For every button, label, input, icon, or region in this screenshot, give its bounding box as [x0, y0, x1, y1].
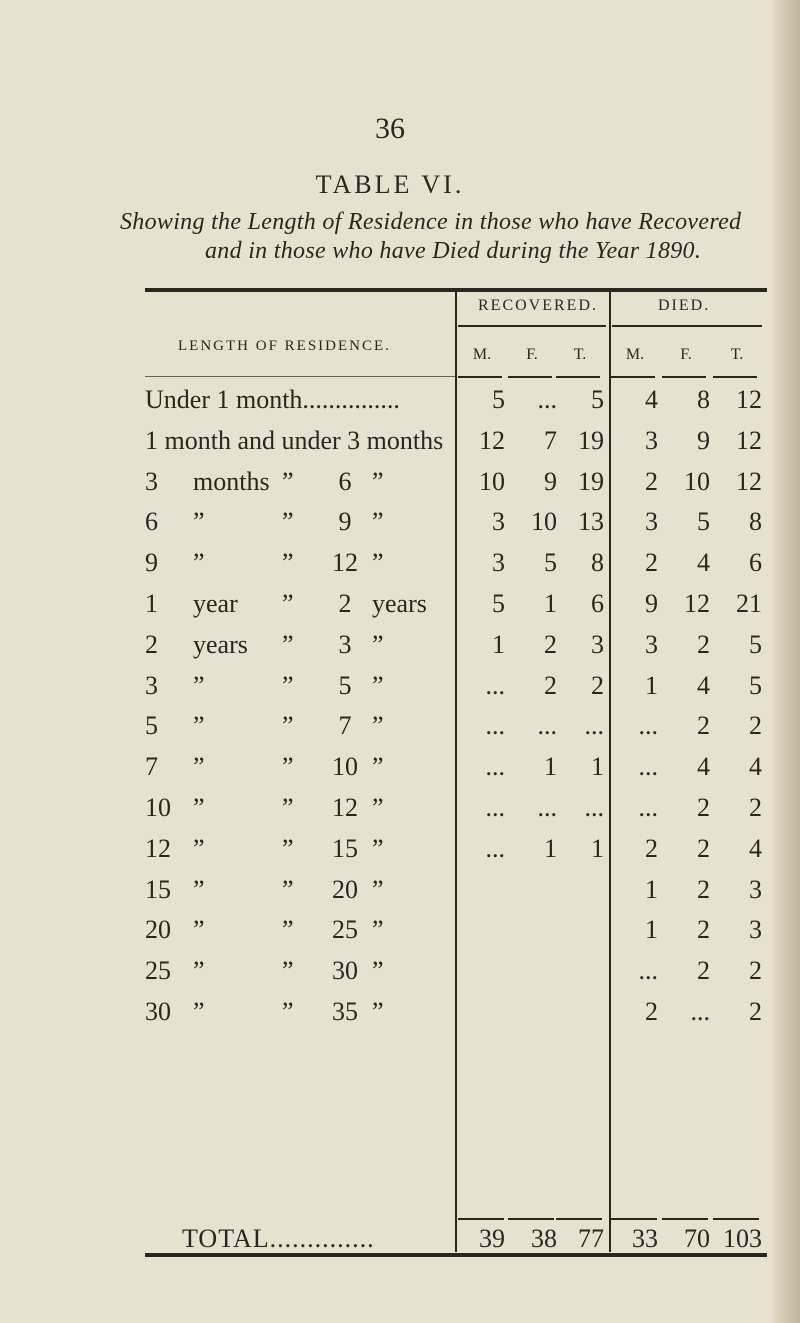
cell-recovered-t: 5 [591, 385, 604, 414]
cell-died-m: ... [638, 793, 658, 822]
range-to-unit: ” [372, 507, 384, 537]
range-from: 30 [145, 997, 171, 1026]
range-from-unit: year [193, 589, 238, 618]
range-ditto: ” [282, 589, 294, 618]
cell-died-f: 2 [697, 915, 710, 945]
cell-recovered-t: 3 [591, 629, 604, 659]
cell-died-t: 5 [749, 629, 762, 659]
cell-died-t: 5 [749, 670, 762, 700]
cell-died-f: 2 [697, 793, 710, 822]
range-to: 2 [338, 589, 352, 618]
range-to: 20 [332, 874, 358, 904]
range-ditto: ” [282, 874, 294, 904]
range-from: 10 [145, 793, 171, 822]
range-ditto: ” [282, 752, 294, 782]
cell-recovered-f: ... [537, 711, 557, 741]
subheader-recovered-m: M. [472, 346, 492, 363]
subheader-rule [508, 376, 552, 378]
cell-died-t: 21 [736, 589, 762, 618]
range-to: 25 [332, 915, 358, 945]
range-to: 9 [338, 507, 352, 537]
range-ditto: ” [282, 466, 294, 496]
cell-died-f: 10 [684, 466, 710, 496]
cell-recovered-m: ... [485, 793, 505, 822]
cell-recovered-t: 19 [578, 425, 604, 455]
total-label: TOTAL.............. [182, 1224, 375, 1253]
range-to-unit: years [372, 589, 427, 618]
cell-recovered-t: ... [584, 793, 604, 822]
died-header-rule [612, 325, 762, 327]
cell-recovered-m: ... [485, 711, 505, 741]
cell-recovered-m: ... [485, 833, 505, 863]
range-to-unit: ” [372, 793, 384, 822]
recovered-header-rule [458, 325, 606, 327]
cell-died-m: 2 [645, 833, 658, 863]
cell-died-m: 2 [645, 548, 658, 578]
cell-died-f: 12 [684, 589, 710, 618]
cell-died-m: 2 [645, 466, 658, 496]
range-from: 25 [145, 956, 171, 986]
cell-died-t: 2 [749, 711, 762, 741]
subheader-recovered-t: T. [573, 346, 587, 363]
range-from: 6 [145, 507, 158, 537]
recovered-header: RECOVERED. [478, 297, 598, 314]
range-to-unit: ” [372, 752, 384, 782]
table-row [0, 507, 800, 549]
range-to-unit: ” [372, 670, 384, 700]
range-from-unit: ” [193, 711, 205, 741]
cell-recovered-m: ... [485, 670, 505, 700]
table-row [0, 793, 800, 835]
cell-died-m: ... [638, 956, 658, 986]
cell-died-f: 5 [697, 507, 710, 537]
cell-died-t: 6 [749, 548, 762, 578]
range-to-unit: ” [372, 629, 384, 659]
range-ditto: ” [282, 915, 294, 945]
range-ditto: ” [282, 670, 294, 700]
length-of-residence-header: LENGTH OF RESIDENCE. [178, 338, 391, 354]
cell-died-t: 12 [736, 425, 762, 455]
range-from-unit: ” [193, 874, 205, 904]
cell-died-m: 2 [645, 997, 658, 1026]
cell-recovered-f: 1 [544, 833, 557, 863]
range-from-unit: ” [193, 956, 205, 986]
cell-recovered-f: 1 [544, 589, 557, 618]
table-row [0, 589, 800, 631]
cell-died-t: 4 [749, 752, 762, 782]
cell-recovered-f: ... [537, 793, 557, 822]
range-ditto: ” [282, 956, 294, 986]
cell-died-t: 3 [749, 874, 762, 904]
total-rule [713, 1218, 759, 1220]
range-from-unit: ” [193, 833, 205, 863]
table-title: TABLE VI. [315, 170, 465, 199]
range-from: 7 [145, 752, 158, 782]
range-from: 3 [145, 466, 158, 496]
cell-died-f: 2 [697, 833, 710, 863]
range-from-unit: ” [193, 793, 205, 822]
cell-died-t: 2 [749, 997, 762, 1026]
cell-died-t: 2 [749, 956, 762, 986]
range-ditto: ” [282, 507, 294, 537]
subheader-died-t: T. [730, 346, 744, 363]
table-row [0, 630, 800, 672]
range-from-unit: ” [193, 915, 205, 945]
range-to-unit: ” [372, 956, 384, 986]
cell-died-t: 3 [749, 915, 762, 945]
cell-died-t: 12 [736, 385, 762, 414]
cell-recovered-f: ... [537, 385, 557, 414]
range-to: 10 [332, 752, 358, 782]
length-header-rule [145, 376, 455, 377]
subheader-rule [611, 376, 655, 378]
cell-died-m: 3 [645, 507, 658, 537]
range-from: 5 [145, 711, 158, 741]
table-row [0, 385, 800, 427]
total-rule [556, 1218, 602, 1220]
cell-recovered-m: 3 [492, 507, 505, 537]
table-row [0, 915, 800, 957]
cell-died-f: 9 [697, 425, 710, 455]
range-to-unit: ” [372, 915, 384, 945]
range-ditto: ” [282, 833, 294, 863]
range-from-unit: ” [193, 507, 205, 537]
cell-recovered-m: 10 [479, 466, 505, 496]
range-to-unit: ” [372, 466, 384, 496]
total-recovered-f: 38 [531, 1224, 557, 1253]
row-label: 1 month and under 3 months [145, 425, 444, 455]
cell-died-m: 1 [645, 915, 658, 945]
range-ditto: ” [282, 629, 294, 659]
cell-died-m: 3 [645, 425, 658, 455]
total-recovered-t: 77 [578, 1224, 604, 1253]
table-row [0, 671, 800, 713]
cell-recovered-f: 5 [544, 548, 557, 578]
cell-recovered-f: 2 [544, 670, 557, 700]
range-from: 1 [145, 589, 158, 618]
subheader-died-m: M. [625, 346, 645, 363]
total-rule [662, 1218, 708, 1220]
table-row [0, 834, 800, 876]
range-ditto: ” [282, 793, 294, 822]
range-from: 12 [145, 833, 171, 863]
range-from-unit: ” [193, 997, 205, 1026]
cell-recovered-t: ... [584, 711, 604, 741]
total-rule [508, 1218, 554, 1220]
range-from: 3 [145, 670, 158, 700]
table-row [0, 752, 800, 794]
table-row [0, 997, 800, 1039]
cell-died-f: 8 [697, 385, 710, 414]
cell-recovered-t: 1 [591, 833, 604, 863]
cell-recovered-m: 1 [492, 629, 505, 659]
range-to: 15 [332, 833, 358, 863]
range-to-unit: ” [372, 833, 384, 863]
cell-recovered-t: 1 [591, 752, 604, 782]
cell-recovered-t: 2 [591, 670, 604, 700]
cell-died-m: 9 [645, 589, 658, 618]
cell-died-t: 8 [749, 507, 762, 537]
row-label: Under 1 month............... [145, 385, 400, 414]
cell-recovered-m: 12 [479, 425, 505, 455]
cell-died-m: ... [638, 711, 658, 741]
table-caption-line2: and in those who have Died during the Year 1890. [205, 238, 702, 264]
table-row [0, 426, 800, 468]
cell-died-t: 4 [749, 833, 762, 863]
cell-died-m: 1 [645, 670, 658, 700]
range-ditto: ” [282, 997, 294, 1026]
cell-died-f: 2 [697, 629, 710, 659]
cell-recovered-t: 13 [578, 507, 604, 537]
cell-died-f: 4 [697, 548, 710, 578]
cell-died-t: 12 [736, 466, 762, 496]
cell-died-t: 2 [749, 793, 762, 822]
cell-recovered-m: 5 [492, 385, 505, 414]
subheader-rule [662, 376, 706, 378]
range-to-unit: ” [372, 874, 384, 904]
table-caption-line1: Showing the Length of Residence in those who have Recovered [120, 209, 742, 235]
range-to: 6 [338, 466, 352, 496]
range-to-unit: ” [372, 711, 384, 741]
cell-recovered-f: 1 [544, 752, 557, 782]
range-ditto: ” [282, 711, 294, 741]
range-ditto: ” [282, 548, 294, 578]
cell-recovered-f: 7 [544, 425, 557, 455]
cell-recovered-t: 6 [591, 589, 604, 618]
range-to-unit: ” [372, 997, 384, 1026]
range-to: 3 [338, 629, 352, 659]
total-rule [458, 1218, 504, 1220]
subheader-rule [556, 376, 600, 378]
total-died-t: 103 [723, 1224, 762, 1253]
table-row [0, 548, 800, 590]
total-row [0, 1224, 800, 1266]
total-died-m: 33 [632, 1224, 658, 1253]
table-row [0, 467, 800, 509]
cell-recovered-f: 10 [531, 507, 557, 537]
subheader-recovered-f: F. [526, 346, 538, 363]
cell-recovered-m: ... [485, 752, 505, 782]
cell-died-f: 2 [697, 956, 710, 986]
cell-died-f: 2 [697, 874, 710, 904]
total-recovered-m: 39 [479, 1224, 505, 1253]
subheader-died-f: F. [680, 346, 692, 363]
range-to: 7 [338, 711, 352, 741]
range-to: 35 [332, 997, 358, 1026]
range-from: 20 [145, 915, 171, 945]
bottom-rule [145, 1253, 767, 1257]
page-number: 36 [375, 112, 405, 145]
cell-died-m: ... [638, 752, 658, 782]
range-from-unit: ” [193, 548, 205, 578]
range-from: 15 [145, 874, 171, 904]
range-to: 5 [338, 670, 352, 700]
total-rule [611, 1218, 657, 1220]
cell-recovered-t: 19 [578, 466, 604, 496]
cell-died-m: 4 [645, 385, 658, 414]
died-header: DIED. [658, 297, 711, 314]
cell-recovered-f: 9 [544, 466, 557, 496]
range-to-unit: ” [372, 548, 384, 578]
range-from-unit: ” [193, 670, 205, 700]
range-to: 30 [332, 956, 358, 986]
cell-died-m: 1 [645, 874, 658, 904]
subheader-rule [713, 376, 757, 378]
range-from: 2 [145, 629, 158, 659]
table-row [0, 956, 800, 998]
cell-recovered-m: 5 [492, 589, 505, 618]
cell-died-f: 2 [697, 711, 710, 741]
cell-died-f: 4 [697, 752, 710, 782]
range-from-unit: years [193, 629, 248, 659]
total-died-f: 70 [684, 1224, 710, 1253]
range-from: 9 [145, 548, 158, 578]
range-to: 12 [332, 793, 358, 822]
cell-died-f: 4 [697, 670, 710, 700]
cell-recovered-t: 8 [591, 548, 604, 578]
cell-died-f: ... [690, 997, 710, 1026]
range-from-unit: ” [193, 752, 205, 782]
subheader-rule [458, 376, 502, 378]
cell-recovered-f: 2 [544, 629, 557, 659]
cell-recovered-m: 3 [492, 548, 505, 578]
table-row [0, 875, 800, 917]
range-from-unit: months [193, 466, 270, 496]
cell-died-m: 3 [645, 629, 658, 659]
range-to: 12 [332, 548, 358, 578]
table-row [0, 711, 800, 753]
